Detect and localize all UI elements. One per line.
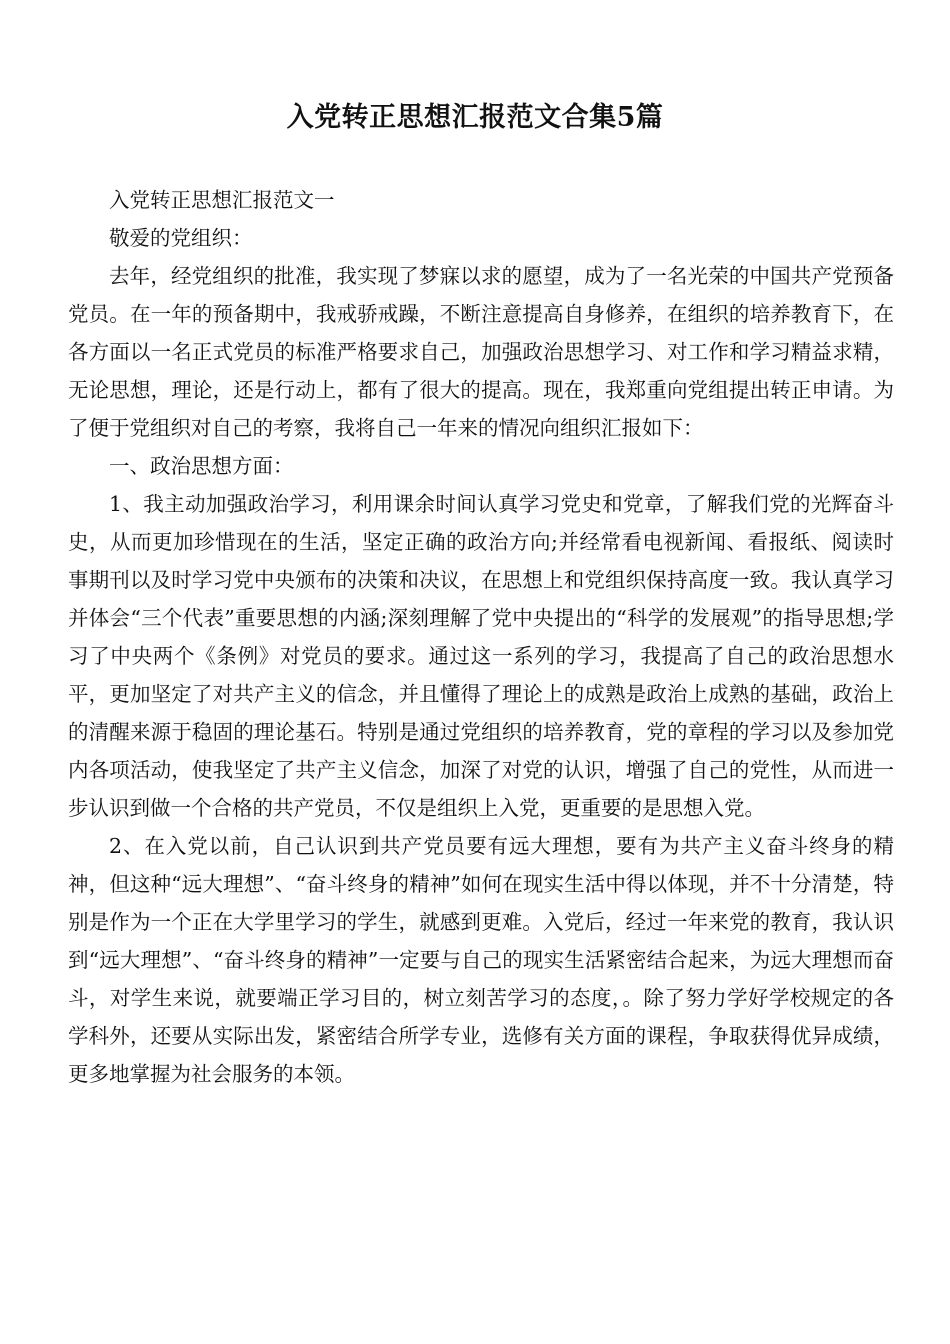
paragraph-salutation: 敬爱的党组织： — [109, 226, 253, 250]
paragraph-section-heading: 入党转正思想汇报范文一 — [109, 188, 335, 212]
document-title: 入党转正思想汇报范文合集5篇 — [286, 102, 664, 133]
paragraph-point-1: 1、我主动加强政治学习，利用课余时间认真学习党史和党章，了解我们党的光辉奋斗史，从而更加珍惜现在的生活，坚定正确的政治方向;并经常看电视新闻、看报纸、阅读时事期刊以及时学习党中央颁布的决策和决议，在思想上和党组织保持高度一致。我认真学习并体会“三个代表”重要思想的内涵;深刻理解了党中央提出的“科学的发展观”的指导思想;学习了中央两个《条例》对党员的要求。通过这一系列的学习，我提高了自己的政治思想水平，更加坚定了对共产主义的信念，并且懂得了理论上的成熟是政治上成熟的基础，政治上的清醒来源于稳固的理论基石。特别是通过党组织的培养教育，党的章程的学习以及参加党内各项活动，使我坚定了共产主义信念，加深了对党的认识，增强了自己的党性，从而进一步认识到做一个合格的共产党员，不仅是组织上入党，更重要的是思想入党。 — [68, 492, 894, 820]
paragraph-intro: 去年，经党组织的批准，我实现了梦寐以求的愿望，成为了一名光荣的中国共产党预备党员。在一年的预备期中，我戒骄戒躁，不断注意提高自身修养，在组织的培养教育下，在各方面以一名正式党员的标准严格要求自己，加强政治思想学习、对工作和学习精益求精，无论思想，理论，还是行动上，都有了很大的提高。现在，我郑重向党组提出转正申请。为了便于党组织对自己的考察，我将自己一年来的情况向组织汇报如下： — [68, 264, 894, 440]
document-body — [68, 181, 894, 1093]
paragraph-point-2: 2、在入党以前，自己认识到共产党员要有远大理想，要有为共产主义奋斗终身的精神，但这种“远大理想”、“奋斗终身的精神”如何在现实生活中得以体现，并不十分清楚，特别是作为一个正在大学里学习的学生，就感到更难。入党后，经过一年来党的教育，我认识到“远大理想”、“奋斗终身的精神”一定要与自己的现实生活紧密结合起来，为远大理想而奋斗，对学生来说，就要端正学习目的，树立刻苦学习的态度，。除了努力学好学校规定的各学科外，还要从实际出发，紧密结合所学专业，选修有关方面的课程，争取获得优异成绩，更多地掌握为社会服务的本领。 — [68, 834, 894, 1086]
paragraph-subheading-political: 一、政治思想方面： — [109, 454, 294, 478]
